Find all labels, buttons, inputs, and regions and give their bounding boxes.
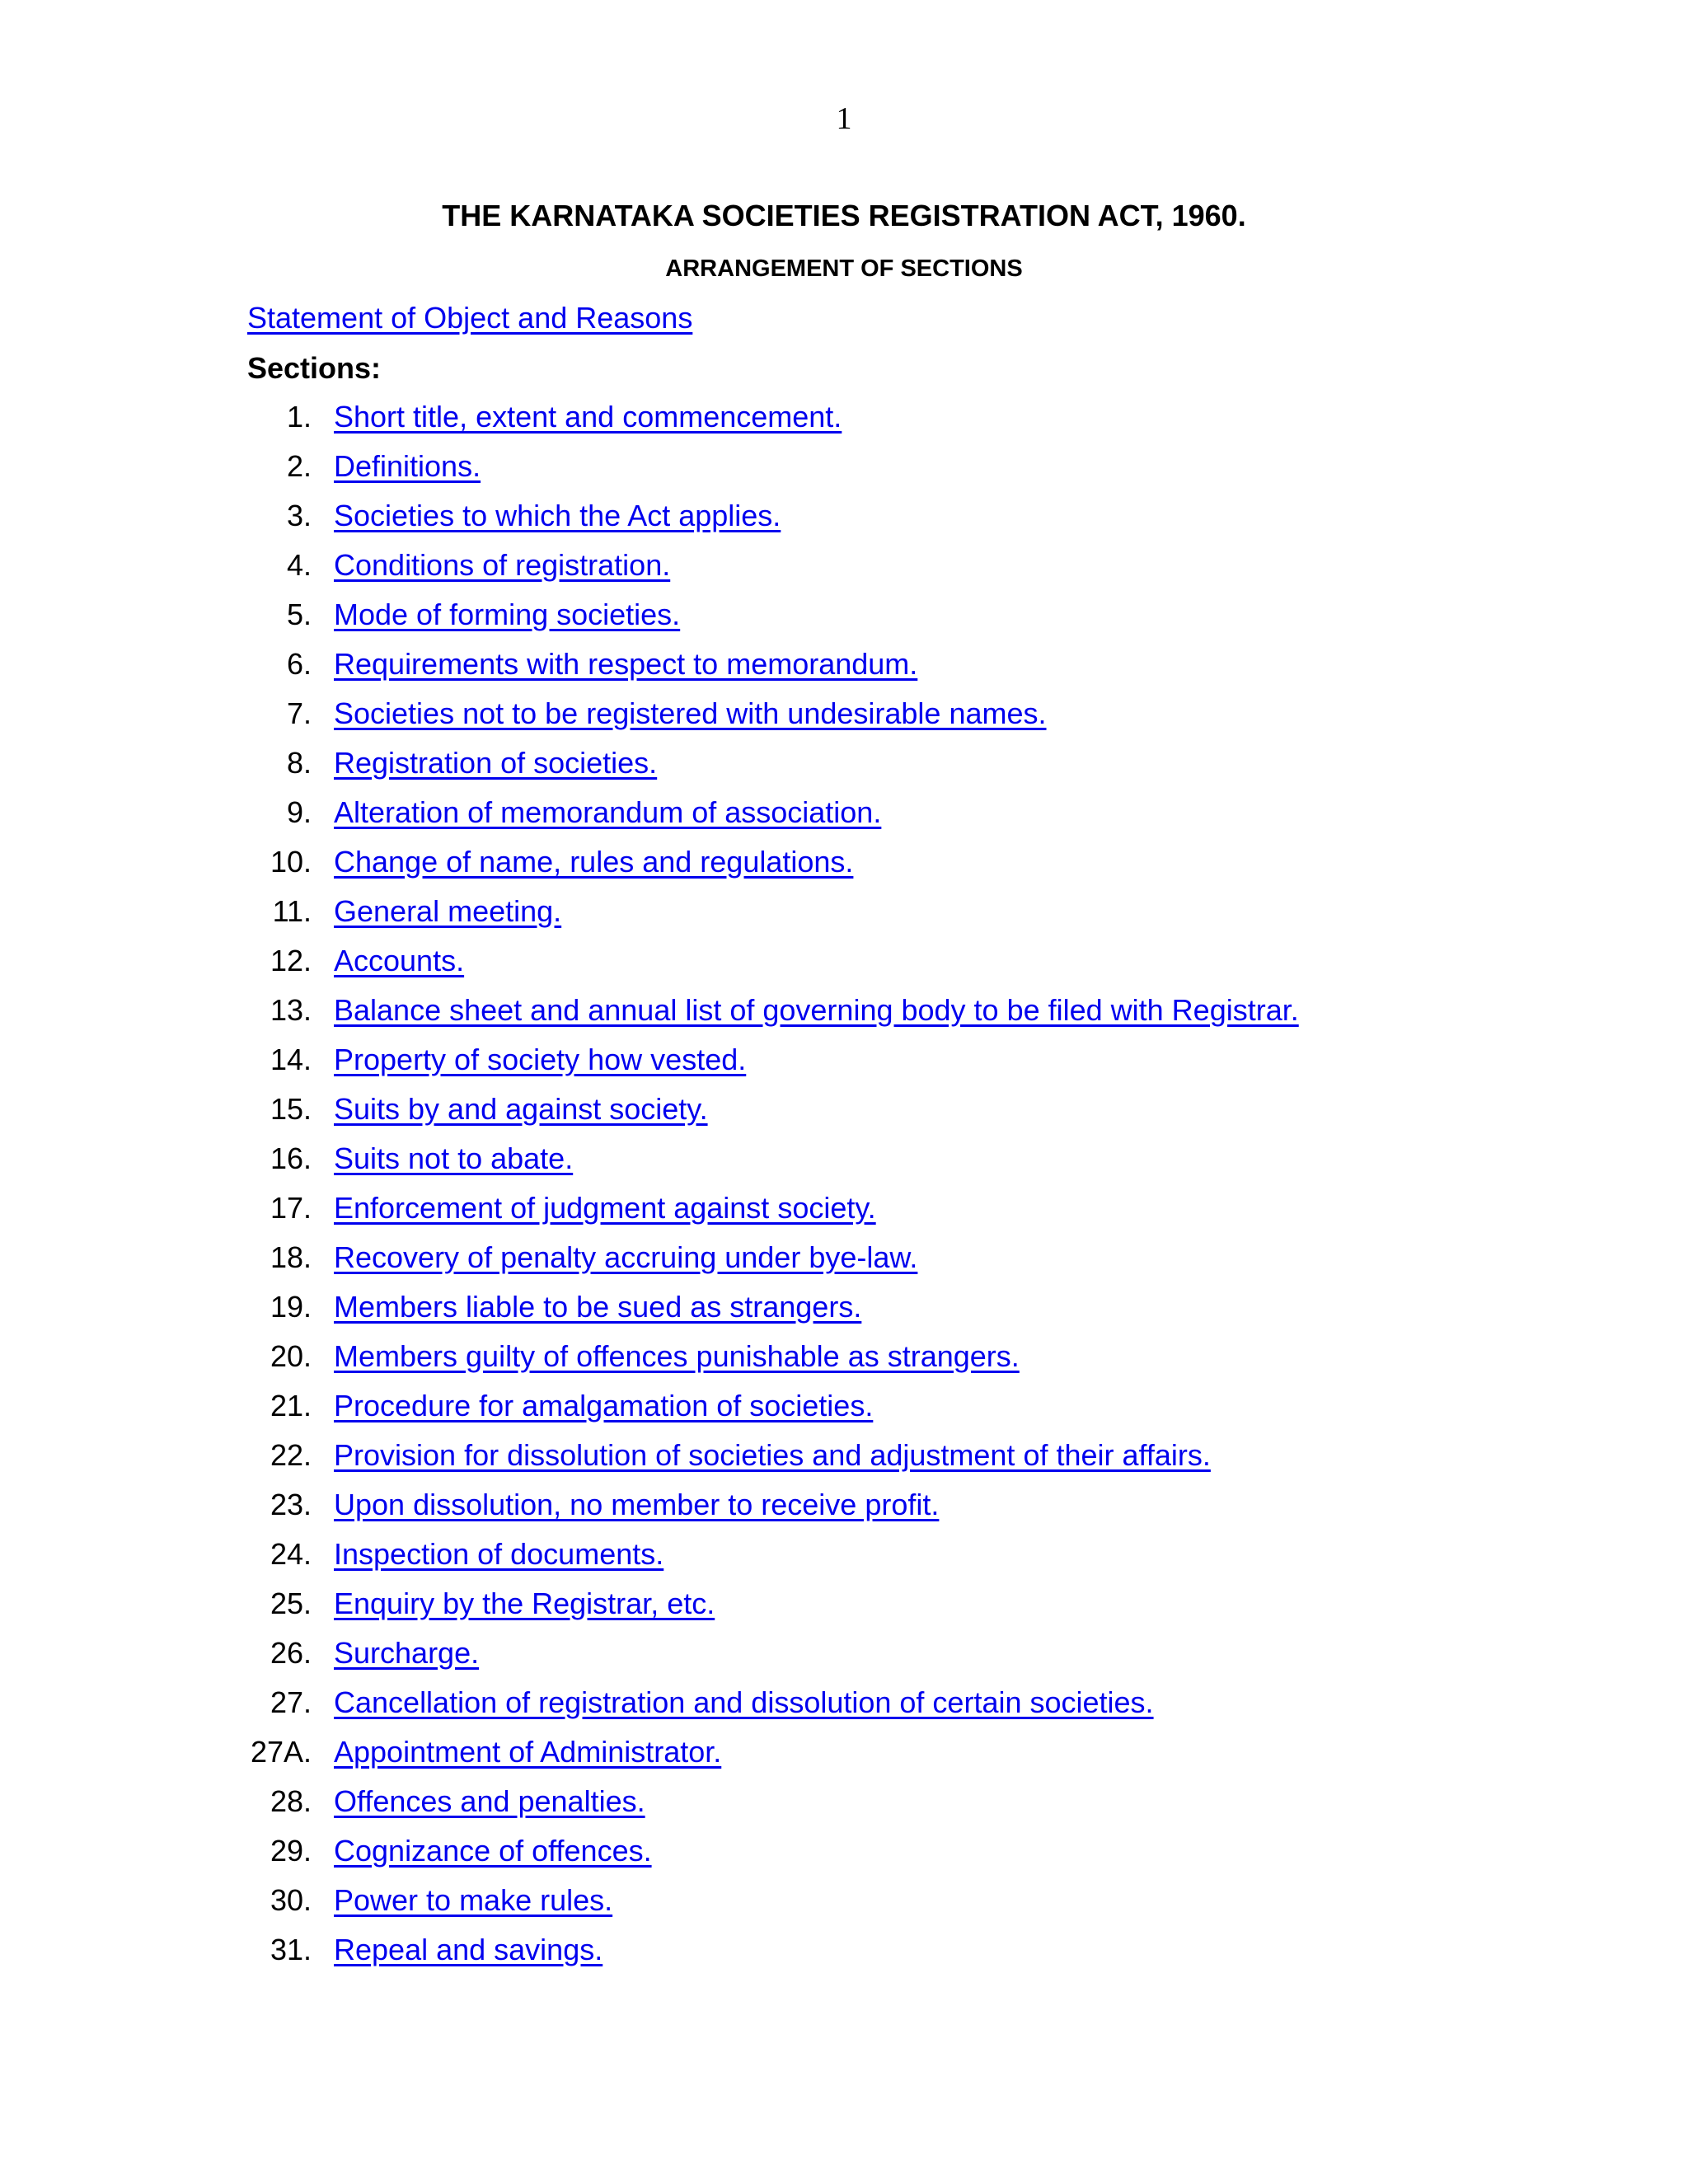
section-link[interactable]: Conditions of registration. bbox=[334, 548, 671, 582]
section-link[interactable]: Offences and penalties. bbox=[334, 1784, 645, 1818]
section-number: 15. bbox=[270, 1092, 312, 1126]
list-item bbox=[0, 1930, 1688, 1980]
section-link[interactable]: Provision for dissolution of societies and adjustment of their affairs. bbox=[334, 1438, 1211, 1472]
section-link[interactable]: Enforcement of judgment against society. bbox=[334, 1191, 876, 1225]
section-number: 26. bbox=[270, 1636, 312, 1670]
section-number: 28. bbox=[270, 1784, 312, 1818]
document-subtitle: ARRANGEMENT OF SECTIONS bbox=[665, 255, 1023, 282]
section-link[interactable]: Societies to which the Act applies. bbox=[334, 499, 781, 532]
list-item bbox=[0, 1188, 1688, 1238]
list-item bbox=[0, 397, 1688, 447]
list-item bbox=[0, 1090, 1688, 1139]
sections-heading: Sections: bbox=[247, 351, 382, 385]
list-item bbox=[0, 1337, 1688, 1386]
section-link[interactable]: Balance sheet and annual list of governing body to be filed with Registrar. bbox=[334, 993, 1299, 1027]
section-link[interactable]: Requirements with respect to memorandum. bbox=[334, 647, 918, 681]
section-link[interactable]: Procedure for amalgamation of societies. bbox=[334, 1389, 874, 1422]
section-number: 5. bbox=[286, 598, 312, 631]
section-link[interactable]: General meeting. bbox=[334, 894, 562, 928]
section-list bbox=[0, 397, 1688, 1980]
list-item bbox=[0, 743, 1688, 793]
section-link[interactable]: Power to make rules. bbox=[334, 1883, 613, 1917]
list-item bbox=[0, 546, 1688, 595]
section-number: 17. bbox=[270, 1191, 312, 1225]
section-number: 25. bbox=[270, 1586, 312, 1620]
section-number: 31. bbox=[270, 1933, 312, 1966]
section-link[interactable]: Change of name, rules and regulations. bbox=[334, 845, 854, 879]
list-item bbox=[0, 941, 1688, 991]
section-number: 10. bbox=[270, 845, 312, 879]
statement-of-object-link[interactable]: Statement of Object and Reasons bbox=[247, 301, 693, 335]
list-item bbox=[0, 496, 1688, 546]
document-title: THE KARNATAKA SOCIETIES REGISTRATION ACT, 1960. bbox=[442, 199, 1246, 232]
section-number: 12. bbox=[270, 944, 312, 977]
section-link[interactable]: Cancellation of registration and dissolution of certain societies. bbox=[334, 1685, 1154, 1719]
section-number: 1. bbox=[286, 400, 312, 434]
list-item bbox=[0, 694, 1688, 743]
list-item bbox=[0, 1732, 1688, 1782]
section-link[interactable]: Short title, extent and commencement. bbox=[334, 400, 842, 434]
list-item bbox=[0, 1436, 1688, 1485]
list-item bbox=[0, 1881, 1688, 1930]
section-link[interactable]: Repeal and savings. bbox=[334, 1933, 603, 1966]
section-number: 7. bbox=[286, 696, 312, 730]
section-number: 3. bbox=[286, 499, 312, 532]
list-item bbox=[0, 793, 1688, 842]
section-number: 21. bbox=[270, 1389, 312, 1422]
section-link[interactable]: Suits not to abate. bbox=[334, 1141, 574, 1175]
section-number: 16. bbox=[270, 1141, 312, 1175]
list-item bbox=[0, 1287, 1688, 1337]
list-item bbox=[0, 1238, 1688, 1287]
section-link[interactable]: Accounts. bbox=[334, 944, 465, 977]
section-link[interactable]: Cognizance of offences. bbox=[334, 1834, 652, 1868]
list-item bbox=[0, 1584, 1688, 1633]
list-item bbox=[0, 1633, 1688, 1683]
list-item bbox=[0, 1139, 1688, 1188]
section-number: 29. bbox=[270, 1834, 312, 1868]
section-number: 23. bbox=[270, 1488, 312, 1521]
section-link[interactable]: Property of society how vested. bbox=[334, 1043, 747, 1076]
section-link[interactable]: Appointment of Administrator. bbox=[334, 1735, 722, 1769]
section-number: 8. bbox=[286, 746, 312, 780]
section-link[interactable]: Mode of forming societies. bbox=[334, 598, 681, 631]
section-number: 4. bbox=[286, 548, 312, 582]
section-number: 9. bbox=[286, 795, 312, 829]
section-number: 24. bbox=[270, 1537, 312, 1571]
list-item bbox=[0, 1040, 1688, 1090]
section-number: 27. bbox=[270, 1685, 312, 1719]
list-item bbox=[0, 892, 1688, 941]
list-item bbox=[0, 1782, 1688, 1831]
section-number: 20. bbox=[270, 1339, 312, 1373]
section-number: 11. bbox=[272, 894, 312, 928]
list-item bbox=[0, 991, 1688, 1040]
section-number: 27A. bbox=[250, 1735, 312, 1769]
list-item bbox=[0, 1831, 1688, 1881]
section-link[interactable]: Surcharge. bbox=[334, 1636, 480, 1670]
section-link[interactable]: Registration of societies. bbox=[334, 746, 658, 780]
section-link[interactable]: Enquiry by the Registrar, etc. bbox=[334, 1586, 715, 1620]
section-link[interactable]: Suits by and against society. bbox=[334, 1092, 708, 1126]
section-number: 30. bbox=[270, 1883, 312, 1917]
list-item bbox=[0, 447, 1688, 496]
section-link[interactable]: Societies not to be registered with undesirable names. bbox=[334, 696, 1047, 730]
section-number: 19. bbox=[270, 1290, 312, 1324]
section-number: 18. bbox=[270, 1240, 312, 1274]
section-link[interactable]: Members liable to be sued as strangers. bbox=[334, 1290, 862, 1324]
page-number: 1 bbox=[836, 101, 852, 136]
list-item bbox=[0, 644, 1688, 694]
list-item bbox=[0, 595, 1688, 644]
list-item bbox=[0, 1386, 1688, 1436]
section-link[interactable]: Upon dissolution, no member to receive profit. bbox=[334, 1488, 940, 1521]
list-item bbox=[0, 1683, 1688, 1732]
section-link[interactable]: Inspection of documents. bbox=[334, 1537, 664, 1571]
section-number: 13. bbox=[270, 993, 312, 1027]
list-item bbox=[0, 1485, 1688, 1535]
section-link[interactable]: Members guilty of offences punishable as strangers. bbox=[334, 1339, 1020, 1373]
section-number: 2. bbox=[286, 449, 312, 483]
section-link[interactable]: Definitions. bbox=[334, 449, 481, 483]
section-link[interactable]: Recovery of penalty accruing under bye-law. bbox=[334, 1240, 918, 1274]
section-number: 22. bbox=[270, 1438, 312, 1472]
list-item bbox=[0, 842, 1688, 892]
section-link[interactable]: Alteration of memorandum of association. bbox=[334, 795, 882, 829]
list-item bbox=[0, 1535, 1688, 1584]
section-number: 14. bbox=[270, 1043, 312, 1076]
section-number: 6. bbox=[286, 647, 312, 681]
